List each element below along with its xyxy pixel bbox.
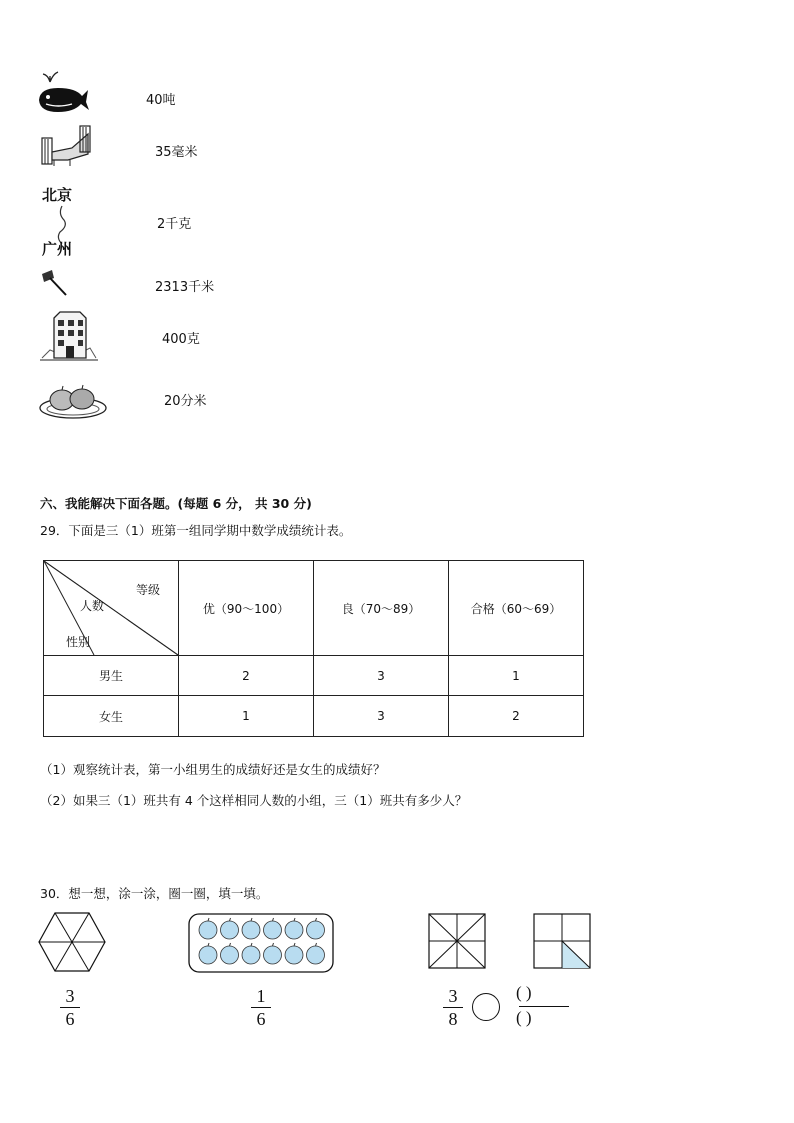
hexagon-figure [38,912,106,972]
fraction-one-sixth: 1 6 [249,986,273,1029]
table-row [44,696,584,737]
corner-count-label: 人数 [80,599,105,613]
apple-box-figure [188,913,334,973]
table-cell: 3 [314,696,449,737]
corner-grade-label: 等级 [136,583,161,597]
map-picture [38,184,88,260]
map-label-guangzhou: 广州 [42,240,73,258]
measure-label-6: 20分米 [164,394,207,409]
column-header: 良（70～89） [314,561,449,656]
comparison-circle[interactable] [472,993,500,1021]
measure-label-5: 400克 [162,332,200,347]
question-29-prompt: 29．下面是三（1）班第一组同学期中数学成绩统计表。 [40,523,352,538]
blank-denominator[interactable]: ( ) [516,1008,532,1027]
blank-numerator[interactable]: ( ) [516,983,532,1002]
column-header: 合格（60～69） [449,561,584,656]
row-label: 男生 [44,656,179,696]
bed-picture [38,124,92,168]
table-row [44,656,584,696]
grid-square-figure [533,913,591,969]
corner-gender-label: 性别 [66,635,91,649]
table-cell: 2 [449,696,584,737]
row-label: 女生 [44,696,179,737]
column-header: 优（90～100） [179,561,314,656]
measure-label-3: 2千克 [157,217,192,232]
table-cell: 2 [179,656,314,696]
table-corner-cell [44,561,179,656]
thumbtack-picture [38,268,70,298]
section-heading: 六、我能解决下面各题。(每题 6 分， 共 30 分) [40,496,312,511]
table-cell: 3 [314,656,449,696]
building-picture [38,308,100,362]
question-29-sub1: （1）观察统计表，第一小组男生的成绩好还是女生的成绩好？ [40,762,386,777]
question-30-prompt: 30．想一想，涂一涂，圈一圈，填一填。 [40,886,269,901]
measure-label-1: 40吨 [146,93,176,108]
measure-label-2: 35毫米 [155,145,198,160]
fraction-three-eighths: 3 8 [441,986,465,1029]
fraction-three-sixths: 3 6 [58,986,82,1029]
measure-label-4: 2313千米 [155,280,215,295]
octant-square-figure [428,913,486,969]
table-cell: 1 [449,656,584,696]
whale-picture [36,70,90,116]
score-table [43,560,584,737]
blank-fraction-bar [519,1006,569,1007]
question-29-sub2: （2）如果三（1）班共有 4 个这样相同人数的小组，三（1）班共有多少人？ [40,793,468,808]
map-label-beijing: 北京 [42,186,73,204]
apple-plate-picture [38,380,108,420]
table-cell: 1 [179,696,314,737]
